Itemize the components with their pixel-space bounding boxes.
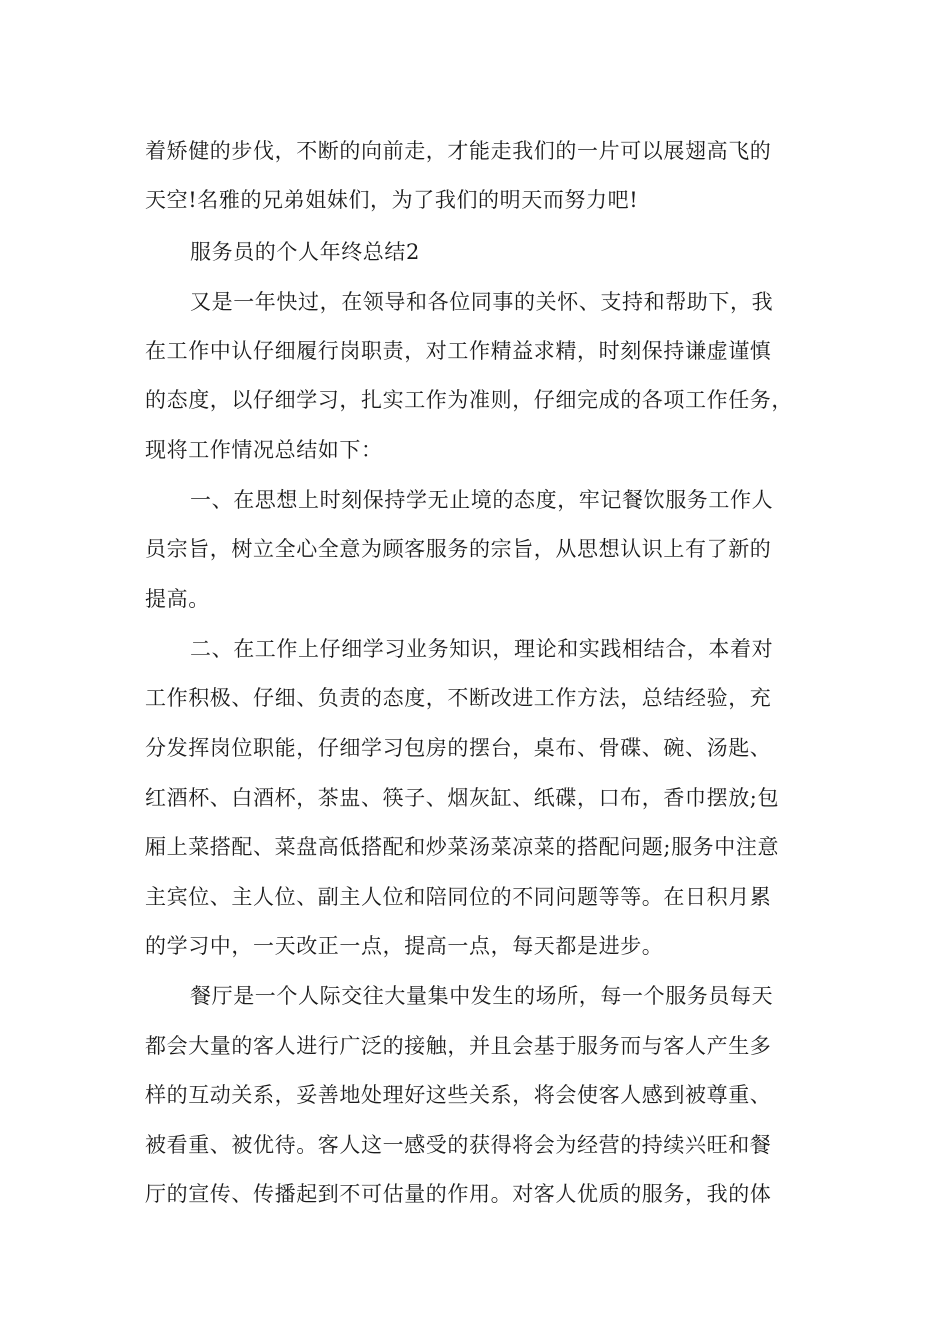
- text-line: 员宗旨，树立全心全意为顾客服务的宗旨，从思想认识上有了新的: [145, 537, 772, 561]
- text-line: 一、在思想上时刻保持学无止境的态度，牢记餐饮服务工作人: [190, 488, 774, 512]
- text-line: 餐厅是一个人际交往大量集中发生的场所，每一个服务员每天: [190, 984, 774, 1008]
- text-line: 的态度，以仔细学习，扎实工作为准则，仔细完成的各项工作任务，: [145, 388, 793, 412]
- text-line: 都会大量的客人进行广泛的接触，并且会基于服务而与客人产生多: [145, 1034, 772, 1058]
- text-line: 主宾位、主人位、副主人位和陪同位的不同问题等等。在日积月累: [145, 885, 772, 909]
- section-heading: 服务员的个人年终总结2: [190, 240, 420, 264]
- text-line: 被看重、被优待。客人这一感受的获得将会为经营的持续兴旺和餐: [145, 1133, 772, 1157]
- text-line: 在工作中认仔细履行岗职责，对工作精益求精，时刻保持谦虚谨慎: [145, 339, 772, 363]
- text-line: 又是一年快过，在领导和各位同事的关怀、支持和帮助下，我: [190, 290, 774, 314]
- text-line: 提高。: [145, 587, 210, 611]
- text-line: 天空!名雅的兄弟姐妹们，为了我们的明天而努力吧!: [145, 188, 639, 212]
- text-line: 分发挥岗位职能，仔细学习包房的摆台，桌布、骨碟、碗、汤匙、: [145, 736, 772, 760]
- text-line: 厢上菜搭配、菜盘高低搭配和炒菜汤菜凉菜的搭配问题;服务中注意: [145, 835, 780, 859]
- text-line: 现将工作情况总结如下：: [145, 438, 383, 462]
- text-line: 样的互动关系，妥善地处理好这些关系，将会使客人感到被尊重、: [145, 1083, 772, 1107]
- text-line: 厅的宣传、传播起到不可估量的作用。对客人优质的服务，我的体: [145, 1182, 772, 1206]
- text-line: 的学习中，一天改正一点，提高一点，每天都是进步。: [145, 934, 664, 958]
- text-line: 工作积极、仔细、负责的态度，不断改进工作方法，总结经验，充: [145, 686, 772, 710]
- text-line: 二、在工作上仔细学习业务知识，理论和实践相结合，本着对: [190, 637, 774, 661]
- text-line: 红酒杯、白酒杯，茶盅、筷子、烟灰缸、纸碟，口布，香巾摆放;包: [145, 786, 780, 810]
- text-line: 着矫健的步伐，不断的向前走，才能走我们的一片可以展翅高飞的: [145, 139, 772, 163]
